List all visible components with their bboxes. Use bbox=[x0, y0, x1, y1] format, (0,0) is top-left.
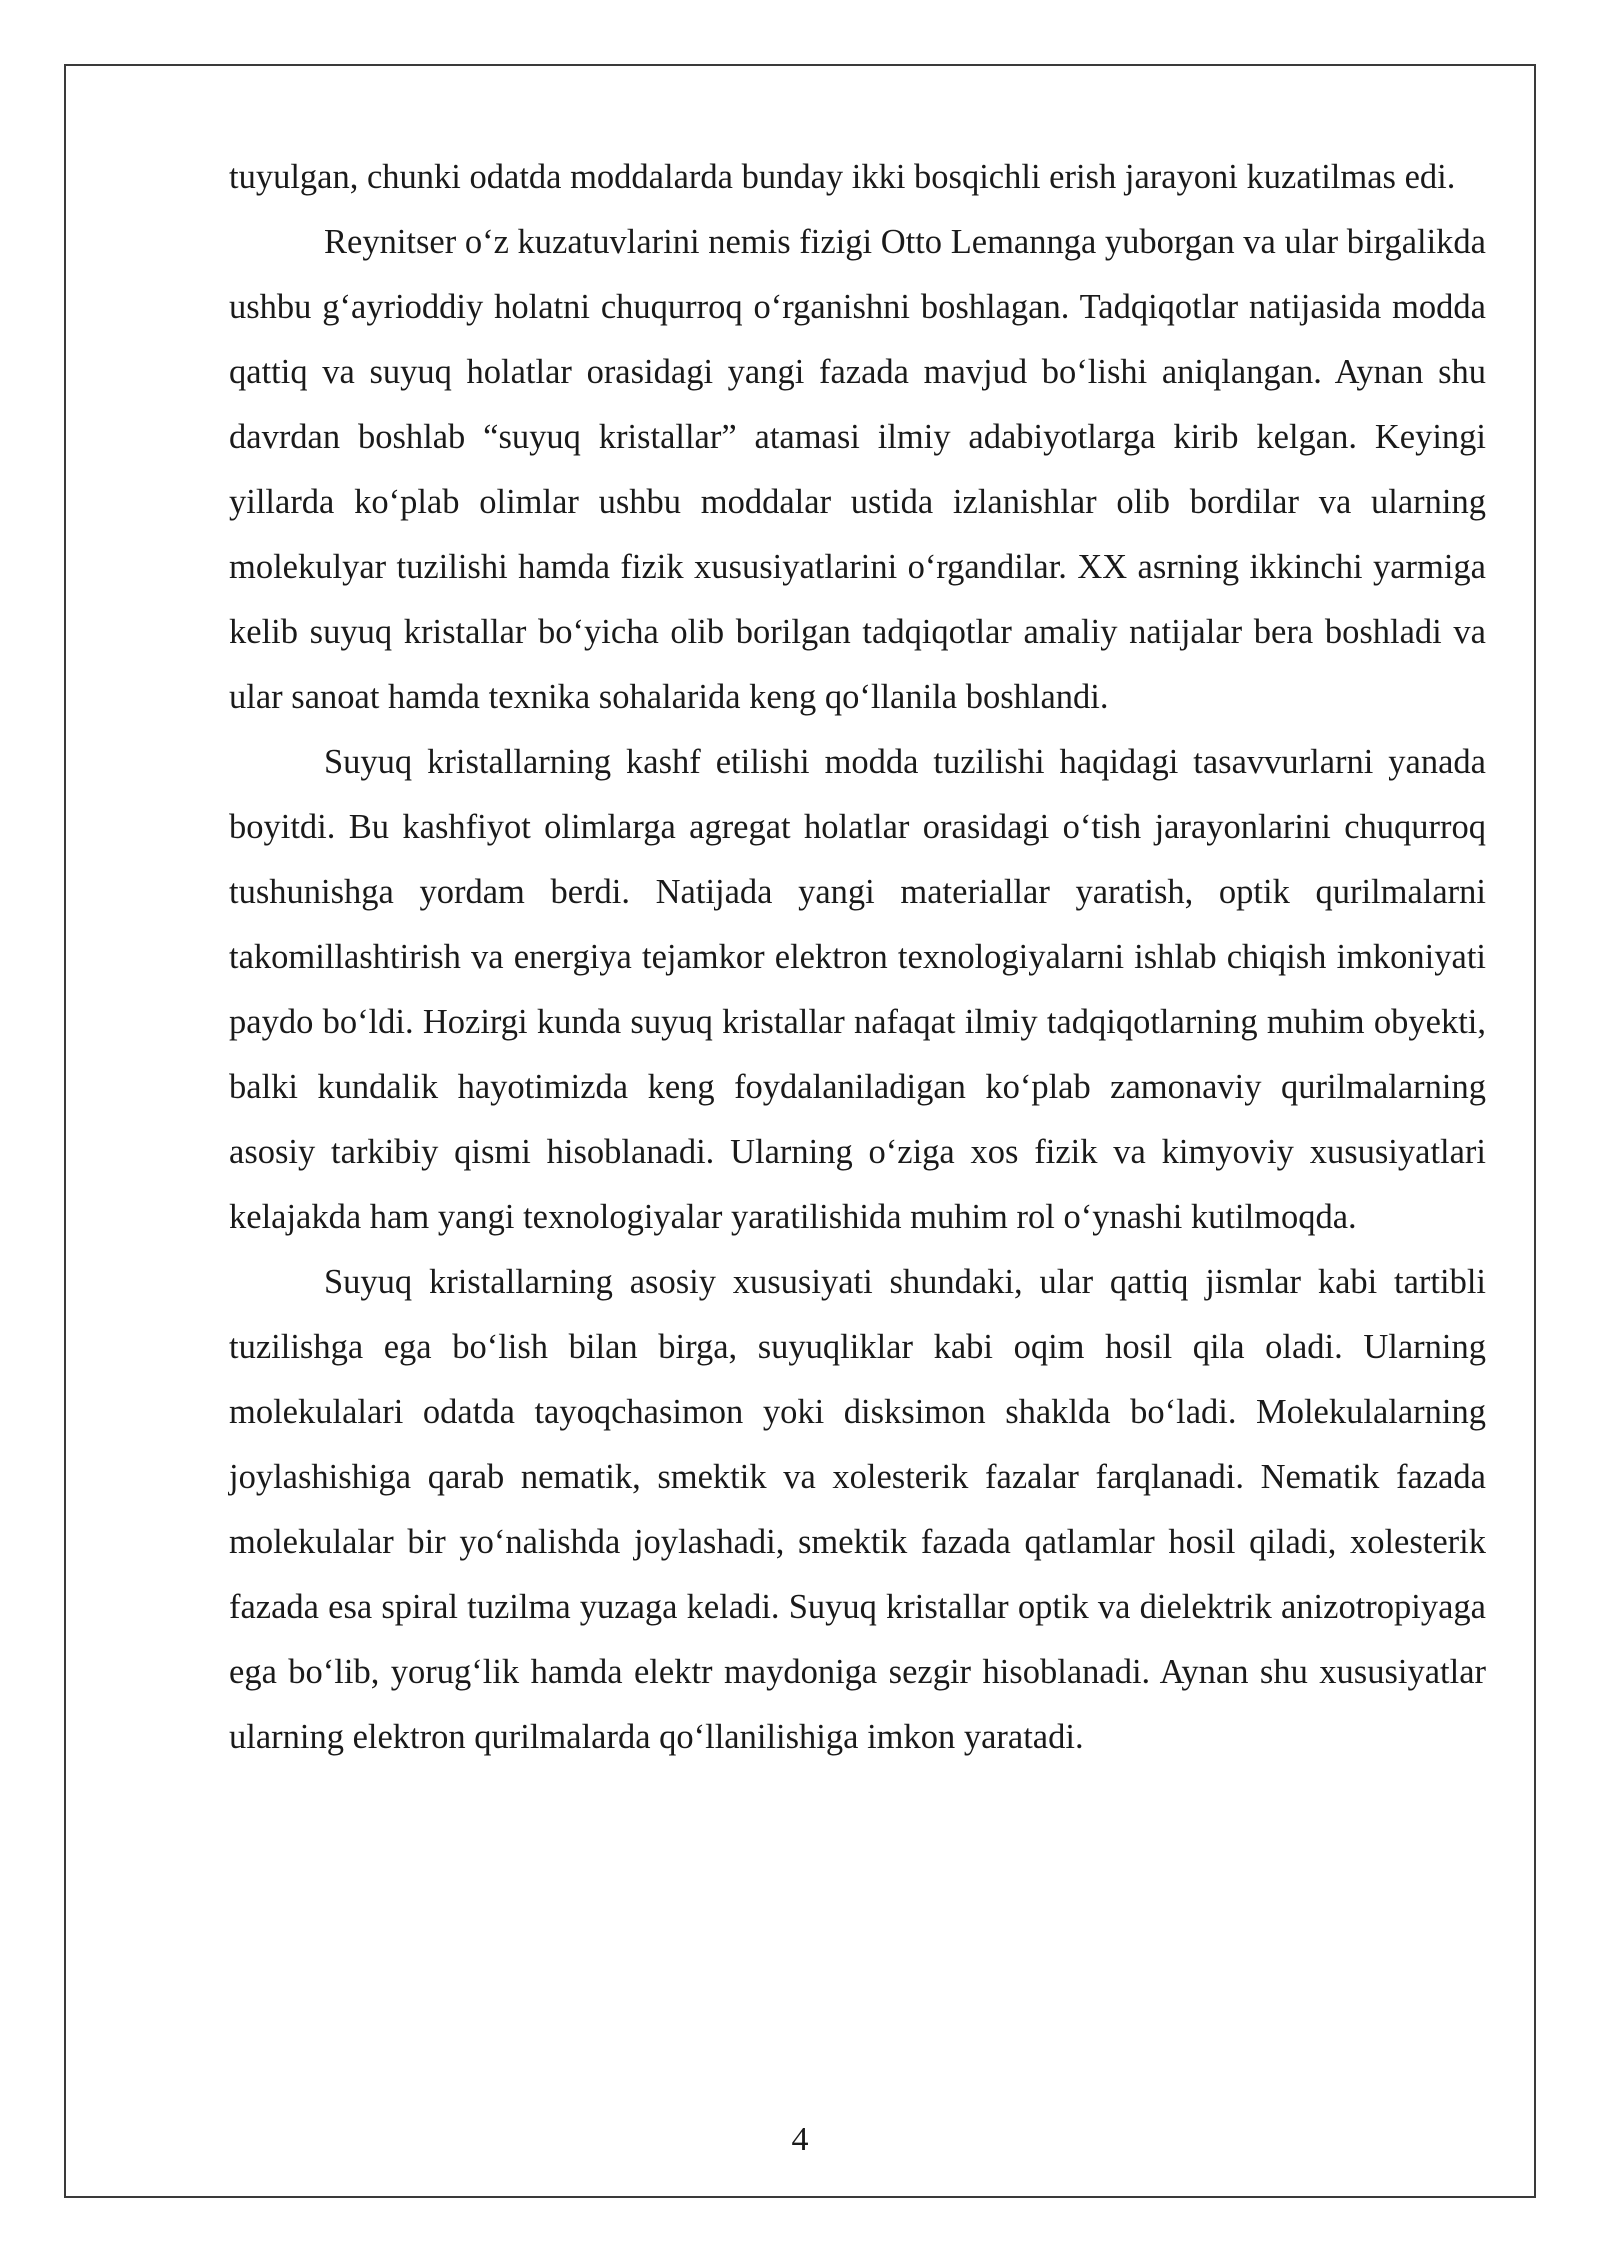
paragraph-properties: Suyuq kristallarning asosiy xususiyati shundaki, ular qattiq jismlar kabi tartibli tuzilishga ega bo‘lish bilan birga, suyuqliklar kabi oqim hosil qila oladi. Ularning molekulalari odatda tayoqchasimon yoki disksimon shaklda bo‘ladi. Molekulalarning joylashishiga qarab nematik, smektik va xolesterik fazalar farqlanadi. Nematik fazada molekulalar bir yo‘nalishda joylashadi, smektik fazada qatlamlar hosil qiladi, xolesterik fazada esa spiral tuzilma yuzaga keladi. Suyuq kristallar optik va dielektrik anizotropiyaga ega bo‘lib, yorug‘lik hamda elektr maydoniga sezgir hisoblanadi. Aynan shu xususiyatlar ularning elektron qurilmalarda qo‘llanilishiga imkon yaratadi. bbox=[229, 1263, 1486, 1756]
page-number: 4 bbox=[791, 2121, 809, 2158]
paragraph-continuation: tuyulgan, chunki odatda moddalarda bunday ikki bosqichli erish jarayoni kuzatilmas edi. bbox=[229, 158, 1456, 196]
paragraph-discovery-significance: Suyuq kristallarning kashf etilishi modda tuzilishi haqidagi tasavvurlarni yanada boyitdi. Bu kashfiyot olimlarga agregat holatlar orasidagi o‘tish jarayonlarini chuqurroq tushunishga yordam berdi. Natijada yangi materiallar yaratish, optik qurilmalarni takomillashtirish va energiya tejamkor elektron texnologiyalarni ishlab chiqish imkoniyati paydo bo‘ldi. Hozirgi kunda suyuq kristallar nafaqat ilmiy tadqiqotlarning muhim obyekti, balki kundalik hayotimizda keng foydalaniladigan ko‘plab zamonaviy qurilmalarning asosiy tarkibiy qismi hisoblanadi. Ularning o‘ziga xos fizik va kimyoviy xususiyatlari kelajakda ham yangi texnologiyalar yaratilishida muhim rol o‘ynashi kutilmoqda. bbox=[229, 743, 1486, 1236]
paragraph-reynitser-lehmann: Reynitser o‘z kuzatuvlarini nemis fizigi Otto Lemannga yuborgan va ular birgalikda ushbu g‘ayrioddiy holatni chuqurroq o‘rganishni boshlagan. Tadqiqotlar natijasida modda qattiq va suyuq holatlar orasidagi yangi fazada mavjud bo‘lishi aniqlangan. Aynan shu davrdan boshlab “suyuq kristallar” atamasi ilmiy adabiyotlarga kirib kelgan. Keyingi yillarda ko‘plab olimlar ushbu moddalar ustida izlanishlar olib bordilar va ularning molekulyar tuzilishi hamda fizik xususiyatlarini o‘rgandilar. XX asrning ikkinchi yarmiga kelib suyuq kristallar bo‘yicha olib borilgan tadqiqotlar amaliy natijalar bera boshladi va ular sanoat hamda texnika sohalarida keng qo‘llanila boshlandi. bbox=[229, 223, 1486, 716]
document-body bbox=[229, 145, 1486, 1770]
